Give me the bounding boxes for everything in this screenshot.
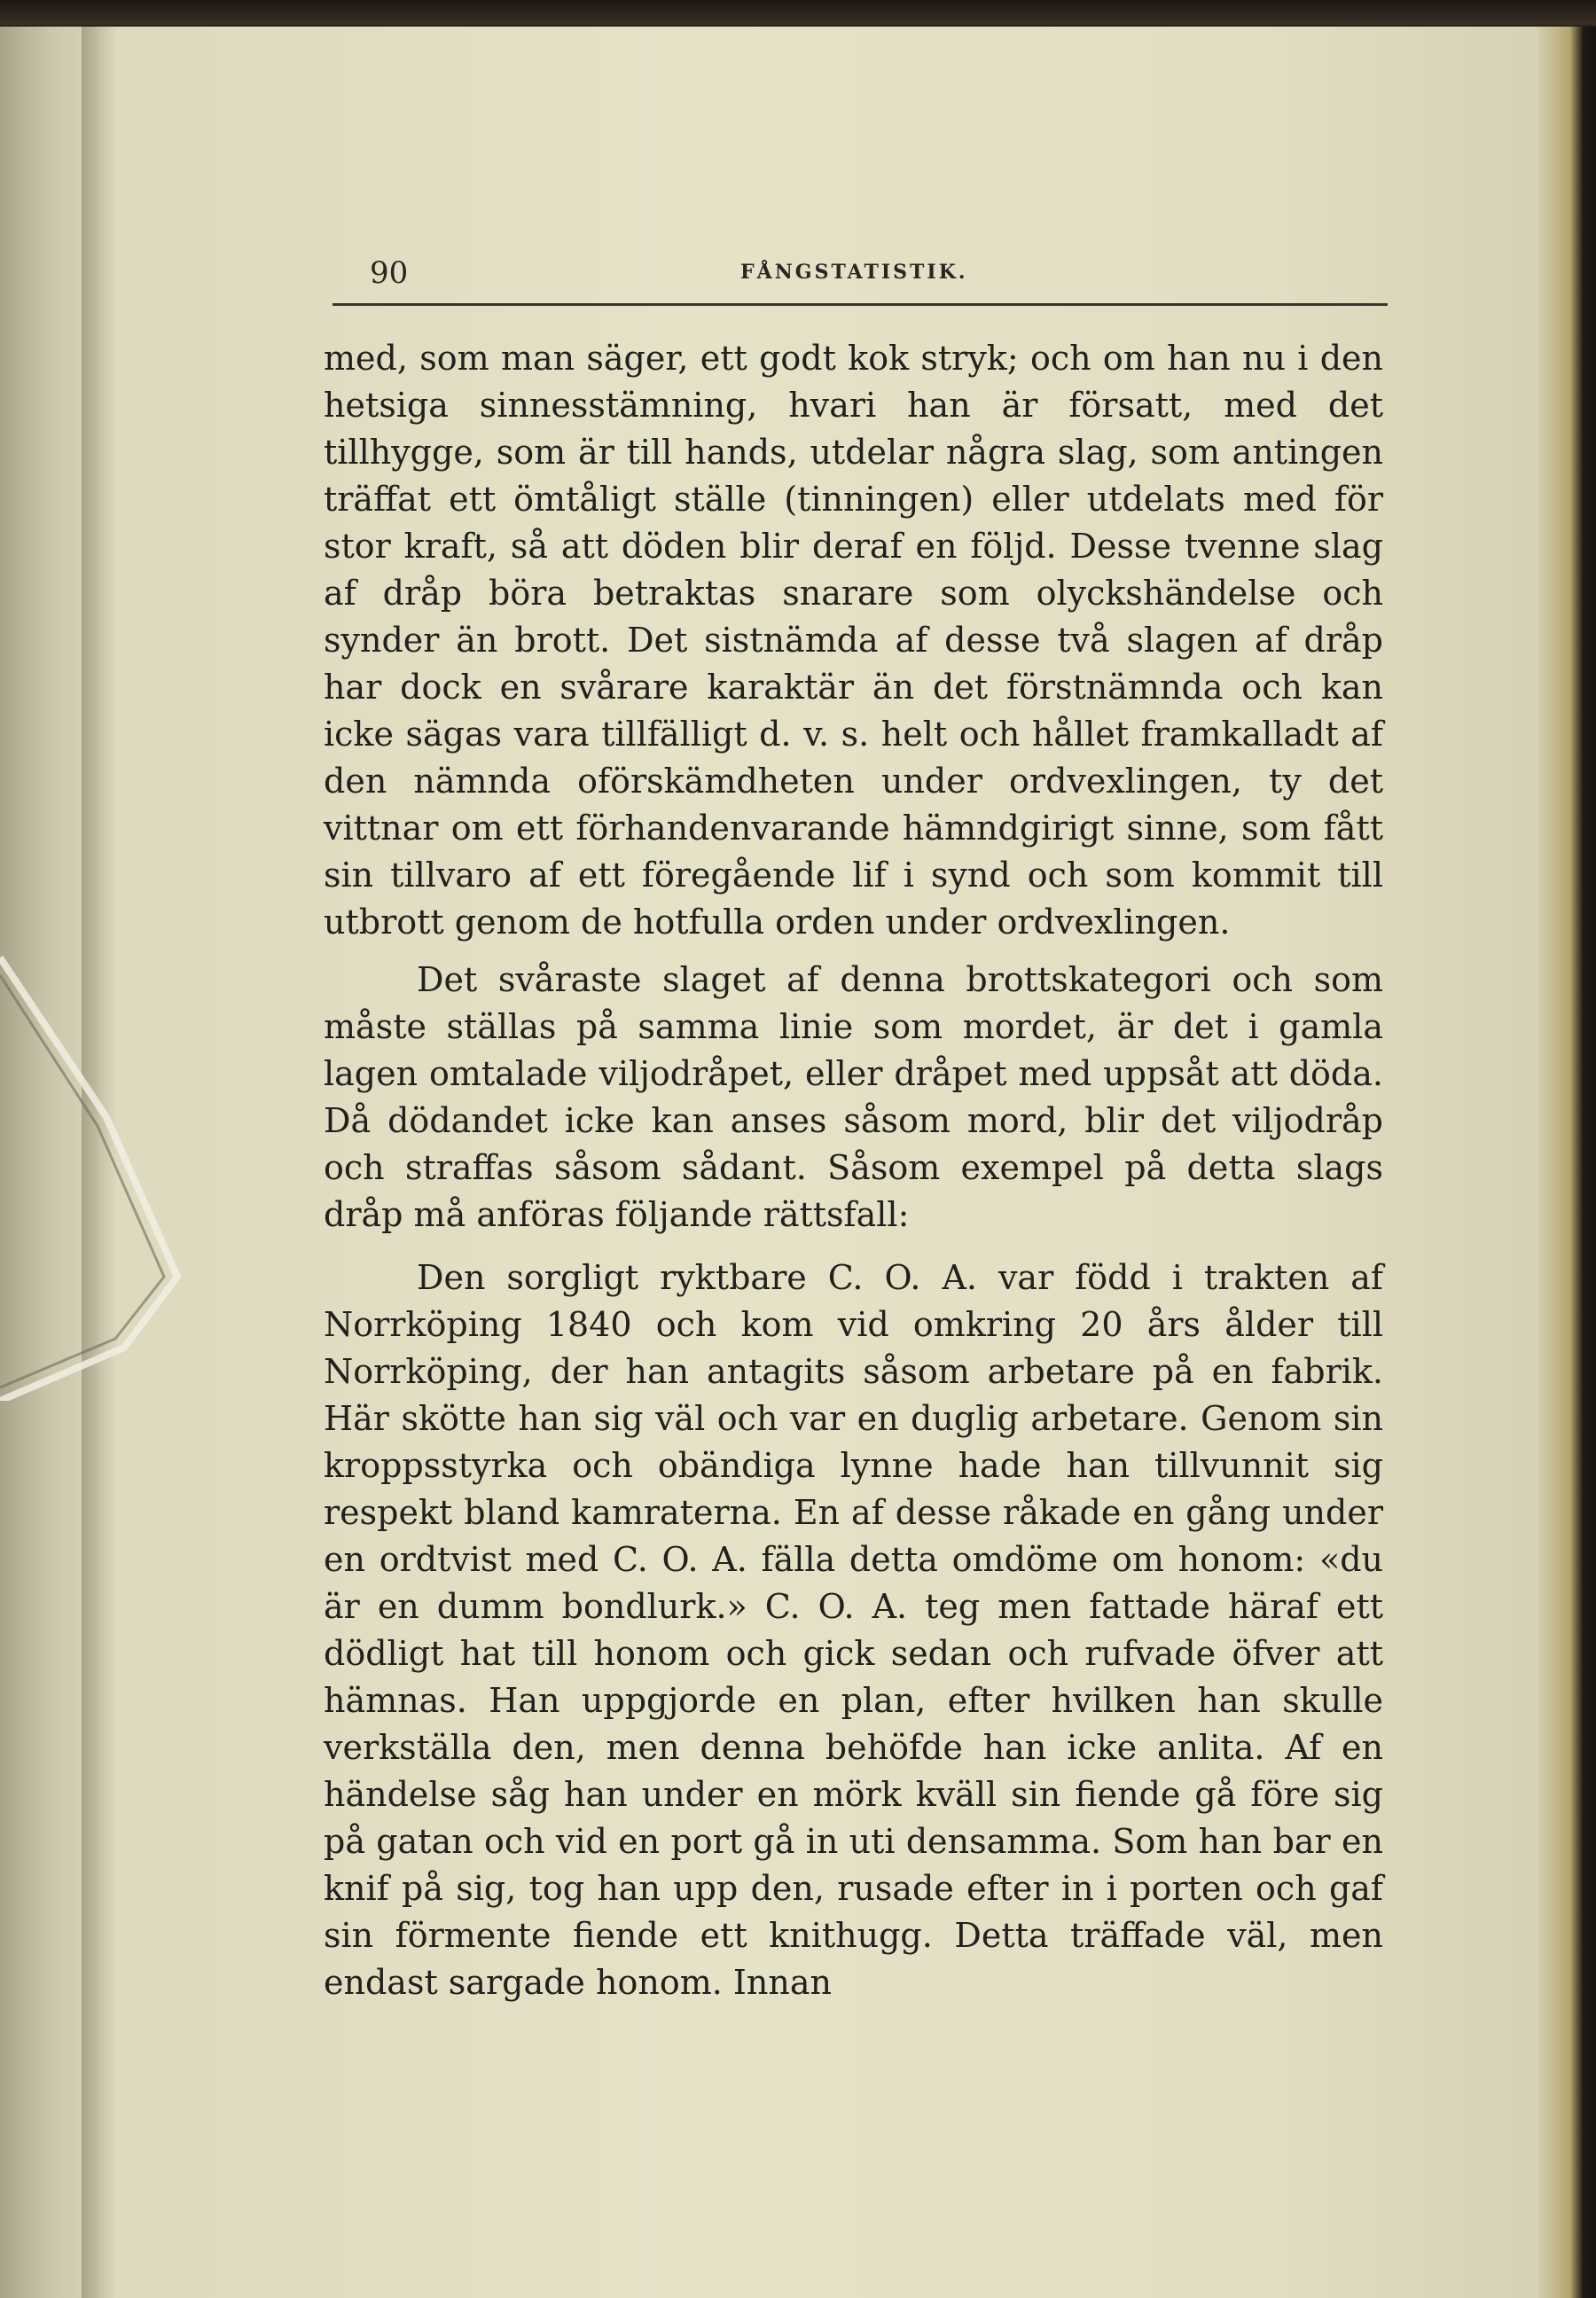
body-text (324, 335, 1383, 2006)
page-fore-edge (1538, 27, 1596, 2298)
paragraph-1: med, som man säger, ett godt kok stryk; och om han nu i den hetsiga sinnesstämning, hvari han är försatt, med det tillhygge, som är till hands, utdelar några slag, som antingen träffat ett ömtåligt ställe (tinningen) eller utdelats med för stor kraft, så att döden blir deraf en följd. Desse tvenne slag af dråp böra betraktas snarare som olyckshändelse och synder än brott. Det sistnämda af desse två slagen af dråp har dock en svårare karaktär än det förstnämnda och kan icke sägas vara tillfälligt d. v. s. helt och hållet framkalladt af den nämnda oförskämdheten under ordvexlingen, ty det vittnar om ett förhandenvarande hämndgirigt sinne, som fått sin tillvaro af ett föregående lif i synd och som kommit till utbrott genom de hotfulla orden under ordvexlingen. (324, 339, 1383, 942)
paragraph-2: Det svåraste slaget af denna brottskategori och som måste ställas på samma linie som mordet, är det i gamla lagen omtalade viljodråpet, eller dråpet med uppsåt att döda. Då dödandet icke kan anses såsom mord, blir det viljodråp och straffas såsom sådant. Såsom exempel på detta slags dråp må anföras följande rättsfall: (324, 960, 1383, 1234)
header-rule (332, 303, 1388, 306)
running-title: FÅNGSTATISTIK. (740, 261, 968, 284)
page-clip-shape (0, 940, 195, 1401)
paragraph-3: Den sorgligt ryktbare C. O. A. var född i trakten af Norrköping 1840 och kom vid omkring 20 års ålder till Norrköping, der han antagits såsom arbetare på en fabrik. Här skötte han sig väl och var en duglig arbetare. Genom sin kroppsstyrka och obändiga lynne hade han tillvunnit sig respekt bland kamraterna. En af desse råkade en gång under en ordtvist med C. O. A. fälla detta omdöme om honom: «du är en dumm bondlurk.» C. O. A. teg men fattade häraf ett dödligt hat till honom och gick sedan och rufvade öfver att hämnas. Han uppgjorde en plan, efter hvilken han skulle verkställa den, men denna behöfde han icke anlita. Af en händelse såg han under en mörk kväll sin fiende gå före sig på gatan och vid en port gå in uti densamma. Som han bar en knif på sig, tog han upp den, rusade efter in i porten och gaf sin förmente fiende ett knithugg. Detta träffade väl, men endast sargade honom. Innan (324, 1258, 1383, 2002)
book-top-edge (0, 0, 1596, 25)
page-number: 90 (370, 255, 409, 291)
page-header (332, 248, 1388, 301)
